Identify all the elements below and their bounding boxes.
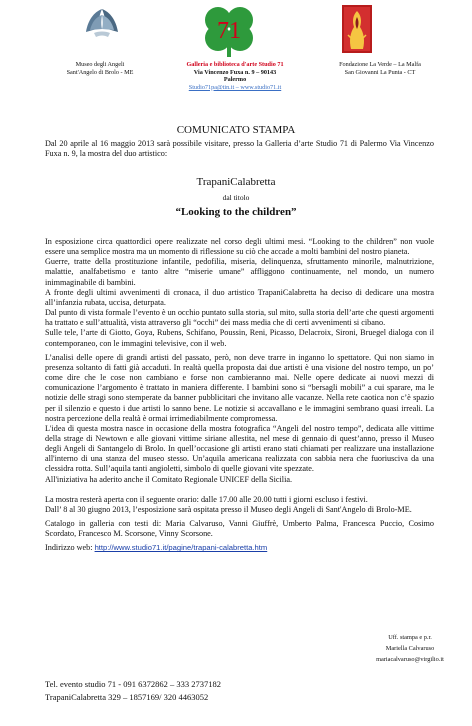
fondazione-painting-icon [342,5,372,53]
press-office-label: Uff. stampa e p.r. [388,634,432,641]
fondazione-name: Fondazione La Verde – La Malfa [339,61,421,68]
body-paragraph: Dal punto di vista formale l’evento è un occhio puntato sulla storia, sul mito, sulla storia dell’arte che questi argomenti ha trattato e sull’attualità, vista attraverso gli “occhi” dei mass media che di certi avvenimenti si cibano. [45,308,434,328]
press-officer-email: mariacalvaruso@virgilio.it [376,656,444,663]
web-address-line [45,543,434,553]
web-address-label: Indirizzo web: [45,543,95,553]
galleria-city: Palermo [223,76,247,84]
museo-name: Museo degli Angeli [75,61,125,68]
body-paragraph: L’analisi delle opere di grandi artisti del passato, però, non deve trarre in inganno lo spettatore. Qui non siamo in presenza soltanto di fatti già accaduti. In realtà quella proposta dai due artisti è una visione del nostro tempo, un po’ come dire che le cose non cambiano e forse non cambieranno mai. Nelle opere dedicate ai nuovi mezzi di comunicazione l’argomento è trattato in maniera differente. I bambini sono si “bersagli mobili” a cui sparare, ma le notizie delle stragi sono stemperate da banner pubblicitari che invitano alle vacanze. Nella rete caotica non c’è spazio per il silenzio e questo i due artisti lo sanno bene. Le notizie si accavallano e le immagini sembrano quasi irreali. La nostra percezione della realtà è ormai irrimediabilmente compromessa. [45,352,434,423]
body-paragraph: Catalogo in galleria con testi di: Maria Calvaruso, Vanni Giuffrè, Umberto Palma, Francesca Puccio, Cosimo Scordato, Francesco M. Scorsone, Vinny Scorsone. [45,519,434,539]
header-left-caption [30,61,170,76]
press-officer-name: Mariella Calvaruso [385,645,435,652]
contacts-block [45,678,221,703]
event-phone: Tel. evento studio 71 - 091 6372862 – 333 2737182 [45,679,222,689]
body-paragraph: Guerre, tratte della prostituzione infantile, pedofilia, miseria, delinquenza, sfruttamento minorile, malnutrizione, malattie, analfabetismo e tanto altre “miserie umane” affliggono continuamente, nel mondo, un numero inimmaginabile di bambini. [45,257,434,287]
body-paragraph: In esposizione circa quattordici opere realizzate nel corso degli ultimi mesi. “Looking to the children” non vuole essere una semplice mostra ma un momento di riflessione su ciò che accade a molti bambini del nostro pianeta. [45,237,434,257]
fondazione-location: San Giovanni La Punta - CT [344,68,416,76]
galleria-address: Via Vincenzo Fuxa n. 9 – 90143 [193,68,277,76]
galleria-name: Galleria e biblioteca d'arte Studio 71 [186,61,284,68]
body-paragraph: Dall’ 8 al 30 giugno 2013, l’esposizione sarà ospitata presso il Museo degli Angeli di Sant'Angelo di Brolo-ME. [45,504,412,514]
header-right-caption [305,61,455,76]
artist-name: TrapaniCalabretta [196,176,276,188]
logo-number: 71 [217,18,241,44]
header-center-caption [160,61,310,91]
intro-paragraph: Dal 20 aprile al 16 maggio 2013 sarà possibile visitare, presso la Galleria d’arte Studio 71 di Palermo Via Vincenzo Fuxa n. 9, la mostra del duo artistico: [45,139,434,158]
museo-angeli-logo-icon [82,6,122,40]
press-release-body [45,237,434,554]
body-paragraph: La mostra resterà aperta con il seguente orario: dalle 17.00 alle 20.00 tutti i giorni escluso i festivi. [45,494,368,504]
press-office-signature [358,632,462,665]
body-paragraph: Sulle tele, l’arte di Giotto, Goya, Rubens, Schifano, Poussin, Reni, Picasso, Delacroix, Sironi, Bruegel dialoga con il contemporaneo, con le immagini televisive, con il web. [45,328,434,348]
body-paragraph: A fronte degli ultimi avvenimenti di cronaca, il duo artistico TrapaniCalabretta ha deciso di dedicare una mostra all’infanzia rubata, uccisa, deturpata. [45,287,434,307]
exhibition-title: “Looking to the children” [175,206,297,218]
museo-location: Sant'Angelo di Brolo - ME [66,68,134,76]
studio71-clover-logo-icon [200,3,258,57]
subtitle-label: dal titolo [222,193,250,202]
page-title: COMUNICATO STAMPA [176,124,296,136]
artist-phone: TrapaniCalabretta 329 – 1857169/ 320 4463052 [45,691,209,702]
web-address-link[interactable]: http://www.studio71.it/pagine/trapani-calabretta.htm [94,543,268,553]
body-paragraph: L'idea di questa mostra nasce in occasione della mostra fotografica “Angeli del nostro tempo”, dedicata alle vittime della strage di Newtown e alle giovani vittime siriane allestita, nel mese di gennaio di quest’anno, presso il Museo degli Angeli di Santangelo di Brolo. In quell’occasione gli artisti erano stati chiamati per realizzare una installazione all'interno di una stanza del museo stesso. Un’aquila americana realizzata con sabbia nera che fuoriusciva da una clessidra rotta. Sull’aquila tanti angioletti, simbolo di quelle giovani vite spezzate. [45,423,434,474]
body-paragraph: All'iniziativa ha aderito anche il Comitato Regionale UNICEF della Sicilia. [45,474,293,484]
galleria-email-web-link[interactable]: Studio71pa@tin.it – www.studio71.it [188,83,282,91]
